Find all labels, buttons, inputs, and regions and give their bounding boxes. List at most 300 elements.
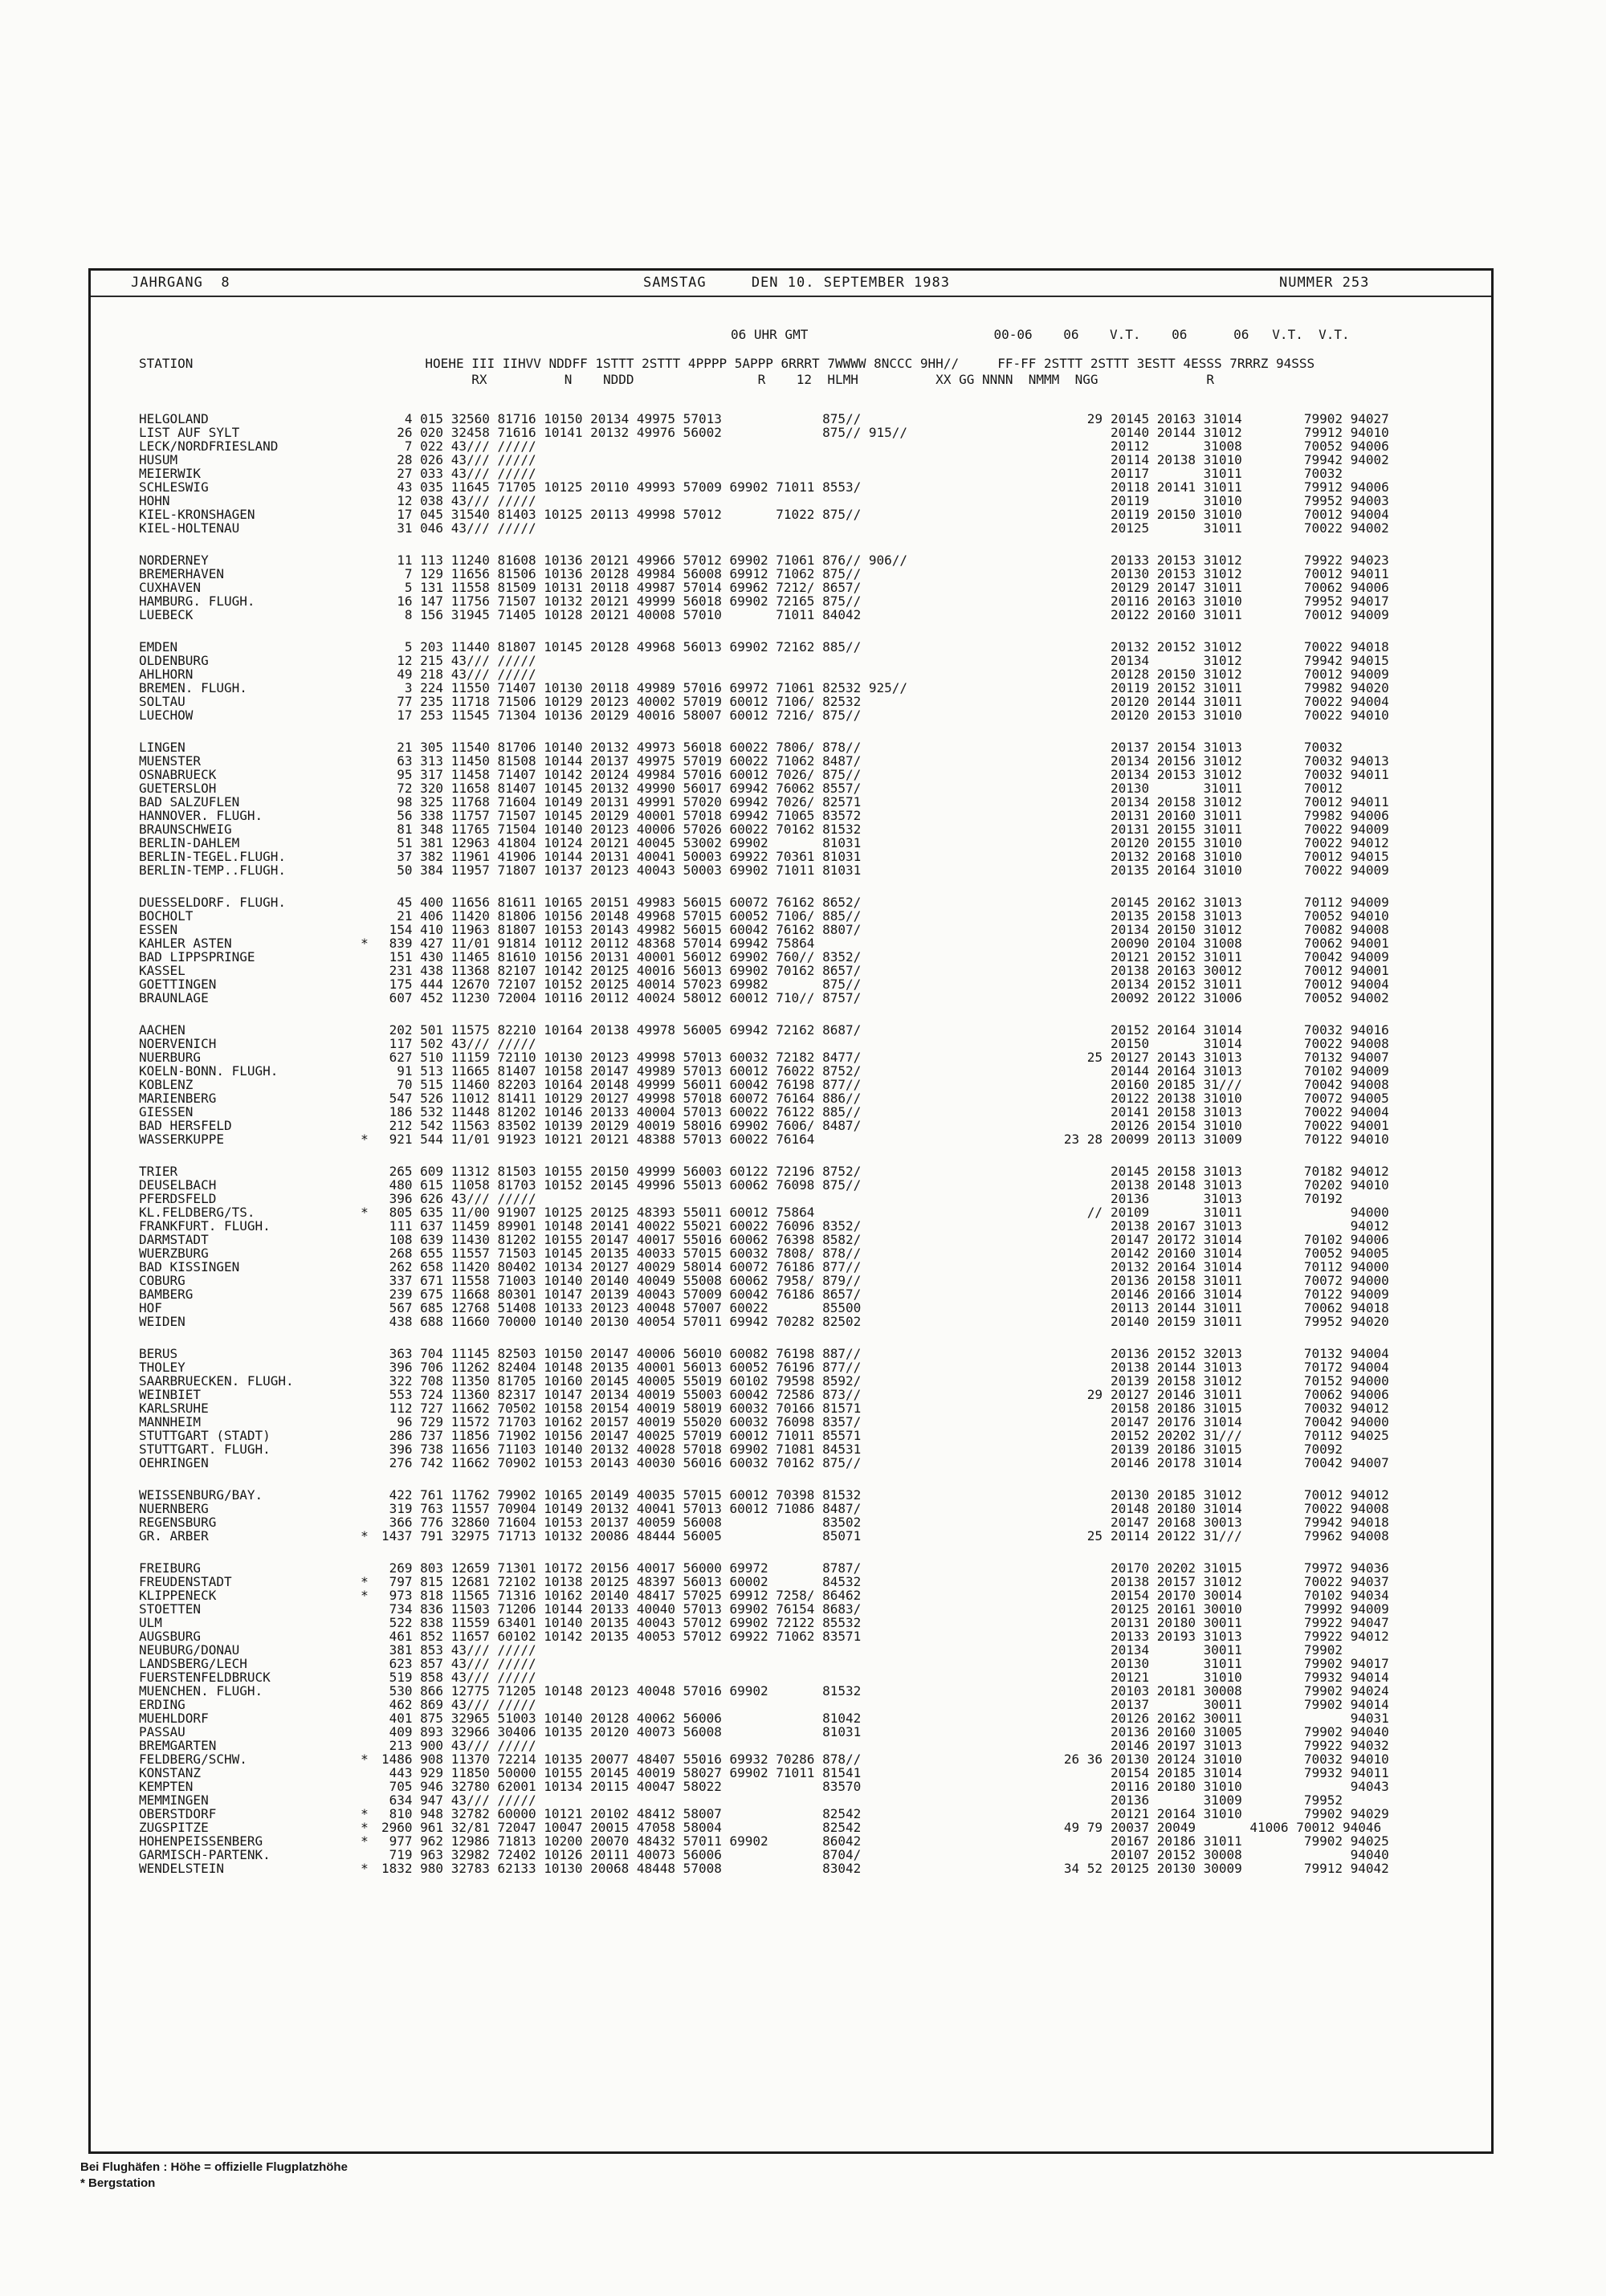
table-row xyxy=(91,1037,1491,1050)
table-row xyxy=(91,1274,1491,1287)
extreme-values: 20136 20152 32013 70132 94004 xyxy=(1111,1346,1389,1361)
wind-gust-values: // xyxy=(1086,1205,1103,1220)
extreme-values: 20136 31009 79952 xyxy=(1111,1792,1343,1808)
extreme-values: 20158 20186 31015 70032 94012 xyxy=(1111,1401,1389,1416)
report-date: SAMSTAG DEN 10. SEPTEMBER 1983 xyxy=(643,275,950,291)
station-name: DUESSELDORF. FLUGH. xyxy=(139,895,287,910)
table-row xyxy=(91,1684,1491,1698)
observation-values: 396 626 43/// ///// xyxy=(381,1191,536,1206)
table-row xyxy=(91,822,1491,836)
table-row xyxy=(91,594,1491,608)
station-name: FELDBERG/SCHW. xyxy=(139,1752,247,1767)
observation-values: 17 045 31540 81403 10125 20113 49998 57012 71022 875// xyxy=(381,507,862,522)
extreme-values: 20113 20144 31011 70062 94018 xyxy=(1111,1300,1389,1315)
station-name: WENDELSTEIN xyxy=(139,1861,224,1876)
extreme-values: 20130 20153 31012 70012 94011 xyxy=(1111,566,1389,581)
table-row xyxy=(91,1178,1491,1192)
station-name: KAHLER ASTEN xyxy=(139,936,232,951)
jahrgang-label: JAHRGANG 8 xyxy=(131,275,230,291)
observation-values: 719 963 32982 72402 10126 20111 40073 56006 8704/ xyxy=(381,1847,862,1862)
extreme-values: 20092 20122 31006 70052 94002 xyxy=(1111,990,1389,1005)
extreme-values: 20114 20122 31/// 79962 94008 xyxy=(1111,1528,1389,1544)
table-row xyxy=(91,836,1491,850)
observation-values: 973 818 11565 71316 10162 20140 48417 57025 69912 7258/ 86462 xyxy=(381,1588,862,1603)
table-row xyxy=(91,1698,1491,1711)
table-row xyxy=(91,467,1491,480)
extreme-values: 20136 31013 70192 xyxy=(1111,1191,1343,1206)
table-row xyxy=(91,1862,1491,1875)
station-name: SOLTAU xyxy=(139,694,185,709)
column-header-line2: STATION HOEHE III IIHVV NDDFF 1STTT 2STTT 4PPPP 5APPP 6RRRT 7WWWW 8NCCC 9HH// FF-FF 2STTT 2STTT 3ESTT 4ESSS 7RRRZ 94SSS xyxy=(139,356,1315,371)
observation-values: 231 438 11368 82107 10142 20125 40016 56013 69902 70162 8657/ xyxy=(381,963,862,978)
table-row xyxy=(91,1192,1491,1205)
station-name: EMDEN xyxy=(139,639,178,655)
observation-values: 268 655 11557 71503 10145 20135 40033 57015 60032 7808/ 878// xyxy=(381,1246,862,1261)
extreme-values: 20138 20148 31013 70202 94010 xyxy=(1111,1177,1389,1193)
observation-values: 522 838 11559 63401 10140 20135 40043 57012 69902 72122 85532 xyxy=(381,1615,862,1630)
extreme-values: 20139 20186 31015 70092 xyxy=(1111,1442,1343,1457)
mountain-station-mark: * xyxy=(361,1806,369,1821)
observation-values: 108 639 11430 81202 10155 20147 40017 55016 60062 76398 8582/ xyxy=(381,1232,862,1247)
table-row xyxy=(91,1260,1491,1274)
extreme-values: 20103 20181 30008 79902 94024 xyxy=(1111,1683,1389,1699)
observation-values: 409 893 32966 30406 10135 20120 40073 56008 81031 xyxy=(381,1724,862,1739)
extreme-values: 20138 20144 31013 70172 94004 xyxy=(1111,1360,1389,1375)
station-name: KL.FELDBERG/TS. xyxy=(139,1205,255,1220)
mountain-station-mark: * xyxy=(361,1588,369,1603)
table-row xyxy=(91,1780,1491,1793)
extreme-values: 20131 20155 31011 70022 94009 xyxy=(1111,822,1389,837)
station-name: LUEBECK xyxy=(139,607,194,622)
observation-values: 239 675 11668 80301 10147 20139 40043 57009 60042 76186 8657/ xyxy=(381,1287,862,1302)
wind-gust-values: 49 79 xyxy=(1063,1820,1103,1835)
observation-values: 213 900 43/// ///// xyxy=(381,1738,536,1753)
observation-values: 519 858 43/// ///// xyxy=(381,1670,536,1685)
observation-values: 366 776 32860 71604 10153 20137 40059 56008 83502 xyxy=(381,1515,862,1530)
table-row xyxy=(91,1588,1491,1602)
station-name: BAMBERG xyxy=(139,1287,194,1302)
station-name: NUERBURG xyxy=(139,1050,202,1065)
observation-values: 12 038 43/// ///// xyxy=(381,493,536,508)
extreme-values: 20120 20144 31011 70022 94004 xyxy=(1111,694,1389,709)
extreme-values: 20142 20160 31014 70052 94005 xyxy=(1111,1246,1389,1261)
station-name: NORDERNEY xyxy=(139,553,209,568)
extreme-values: 20128 20150 31012 70012 94009 xyxy=(1111,667,1389,682)
station-name: FREUDENSTADT xyxy=(139,1574,232,1589)
observation-values: 151 430 11465 81610 10156 20131 40001 56012 69902 760// 8352/ xyxy=(381,949,862,964)
extreme-values: 20129 20147 31011 70062 94006 xyxy=(1111,580,1389,595)
mountain-station-mark: * xyxy=(361,1861,369,1876)
table-row xyxy=(91,1515,1491,1529)
observation-values: 212 542 11563 83502 10139 20129 40019 58016 69902 7606/ 8487/ xyxy=(381,1118,862,1133)
extreme-values: 20117 31011 70032 xyxy=(1111,466,1343,481)
observation-values: 322 708 11350 81705 10160 20145 40005 55019 60102 79598 8592/ xyxy=(381,1373,862,1389)
station-name: HELGOLAND xyxy=(139,411,209,426)
observation-values: 265 609 11312 81503 10155 20150 49999 56003 60122 72196 8752/ xyxy=(381,1164,862,1179)
table-row xyxy=(91,494,1491,508)
table-row xyxy=(91,667,1491,681)
table-row xyxy=(91,1807,1491,1821)
observation-values: 26 020 32458 71616 10141 20132 49976 56002 875// 915// xyxy=(381,425,908,440)
table-row xyxy=(91,1360,1491,1374)
observation-values: 154 410 11963 81807 10153 20143 49982 56015 60042 76162 8807/ xyxy=(381,922,862,937)
table-row xyxy=(91,1233,1491,1246)
observation-values: 112 727 11662 70502 10158 20154 40019 58019 60032 70166 81571 xyxy=(381,1401,862,1416)
extreme-values: 20133 20153 31012 79922 94023 xyxy=(1111,553,1389,568)
group-separator xyxy=(91,722,1491,740)
extreme-values: 20120 20153 31010 70022 94010 xyxy=(1111,708,1389,723)
station-name: KLIPPENECK xyxy=(139,1588,217,1603)
station-name: GARMISCH-PARTENK. xyxy=(139,1847,271,1862)
wind-gust-values: 25 xyxy=(1086,1050,1103,1065)
station-name: BERLIN-TEMP..FLUGH. xyxy=(139,863,287,878)
station-name: BERUS xyxy=(139,1346,178,1361)
observation-values: 363 704 11145 82503 10150 20147 40006 56010 60082 76198 887// xyxy=(381,1346,862,1361)
station-name: KIEL-HOLTENAU xyxy=(139,520,240,536)
extreme-values: 20160 20185 31/// 70042 94008 xyxy=(1111,1077,1389,1092)
extreme-values: 20125 20161 30010 79992 94009 xyxy=(1111,1601,1389,1617)
observation-values: 623 857 43/// ///// xyxy=(381,1656,536,1671)
observation-values: 401 875 32965 51003 10140 20128 40062 56006 81042 xyxy=(381,1711,862,1726)
extreme-values: 20134 20158 31012 70012 94011 xyxy=(1111,794,1389,810)
extreme-values: 20144 20164 31013 70102 94009 xyxy=(1111,1063,1389,1079)
observation-values: 21 406 11420 81806 10156 20148 49968 57015 60052 7106/ 885// xyxy=(381,908,862,924)
table-row xyxy=(91,412,1491,426)
station-name: WEIDEN xyxy=(139,1314,185,1329)
station-name: COBURG xyxy=(139,1273,185,1288)
extreme-values: 20134 20153 31012 70032 94011 xyxy=(1111,767,1389,782)
observation-values: 4 015 32560 81716 10150 20134 49975 57013 875// xyxy=(381,411,862,426)
mountain-station-mark: * xyxy=(361,1574,369,1589)
group-separator xyxy=(91,535,1491,553)
table-row xyxy=(91,1374,1491,1388)
observation-values: 27 033 43/// ///// xyxy=(381,466,536,481)
table-row xyxy=(91,950,1491,964)
station-table xyxy=(91,412,1491,1875)
table-row xyxy=(91,1488,1491,1502)
column-headers xyxy=(91,327,1491,415)
extreme-values: 20132 20164 31014 70112 94000 xyxy=(1111,1259,1389,1274)
table-row xyxy=(91,1766,1491,1780)
table-row xyxy=(91,795,1491,809)
observation-values: 17 253 11545 71304 10136 20129 40016 58007 60012 7216/ 875// xyxy=(381,708,862,723)
observation-values: 567 685 12768 51408 10133 20123 40048 57007 60022 85500 xyxy=(381,1300,862,1315)
observation-values: 462 869 43/// ///// xyxy=(381,1697,536,1712)
extreme-values: 20145 20163 31014 79902 94027 xyxy=(1111,411,1389,426)
observation-values: 63 313 11450 81508 10144 20137 49975 57019 60022 71062 8487/ xyxy=(381,753,862,769)
table-row xyxy=(91,1023,1491,1037)
station-name: BERLIN-DAHLEM xyxy=(139,835,240,850)
table-row xyxy=(91,1287,1491,1301)
mountain-station-mark: * xyxy=(361,1132,369,1147)
observation-values: 627 510 11159 72110 10130 20123 49998 57013 60032 72182 8477/ xyxy=(381,1050,862,1065)
station-name: PASSAU xyxy=(139,1724,185,1739)
table-row xyxy=(91,740,1491,754)
extreme-values: 20150 31014 70022 94008 xyxy=(1111,1036,1389,1051)
table-row xyxy=(91,1205,1491,1219)
extreme-values: 20131 20160 31011 79982 94006 xyxy=(1111,808,1389,823)
group-separator xyxy=(91,877,1491,895)
table-row xyxy=(91,977,1491,991)
extreme-values: 20146 20166 31014 70122 94009 xyxy=(1111,1287,1389,1302)
extreme-values: 20116 20163 31010 79952 94017 xyxy=(1111,593,1389,609)
station-name: TRIER xyxy=(139,1164,178,1179)
table-row xyxy=(91,895,1491,909)
table-row xyxy=(91,508,1491,521)
observation-values: 81 348 11765 71504 10140 20123 40006 57026 60022 70162 81532 xyxy=(381,822,862,837)
station-name: WASSERKUPPE xyxy=(139,1132,224,1147)
extreme-values: 20121 31010 79932 94014 xyxy=(1111,1670,1389,1685)
extreme-values: 20037 20049 41006 70012 94046 xyxy=(1111,1820,1382,1835)
observation-values: 8 156 31945 71405 10128 20121 40008 57010 71011 84042 xyxy=(381,607,862,622)
observation-values: 5 131 11558 81509 10131 20118 49987 57014 69962 7212/ 8657/ xyxy=(381,580,862,595)
extreme-values: 20119 20150 31010 70012 94004 xyxy=(1111,507,1389,522)
table-row xyxy=(91,1078,1491,1091)
table-row xyxy=(91,1739,1491,1752)
extreme-values: 20131 20180 30011 79922 94047 xyxy=(1111,1615,1389,1630)
station-name: NUERNBERG xyxy=(139,1501,209,1516)
table-row xyxy=(91,708,1491,722)
table-row xyxy=(91,1219,1491,1233)
observation-values: 21 305 11540 81706 10140 20132 49973 56018 60022 7806/ 878// xyxy=(381,740,862,755)
station-name: WEINBIET xyxy=(139,1387,202,1402)
table-row xyxy=(91,1315,1491,1328)
station-name: DARMSTADT xyxy=(139,1232,209,1247)
observation-values: 530 866 12775 71205 10148 20123 40048 57016 69902 81532 xyxy=(381,1683,862,1699)
extreme-values: 20154 20185 31014 79932 94011 xyxy=(1111,1765,1389,1780)
observation-values: 262 658 11420 80402 10134 20127 40029 58014 60072 76186 877// xyxy=(381,1259,862,1274)
station-name: LINGEN xyxy=(139,740,185,755)
station-name: THOLEY xyxy=(139,1360,185,1375)
extreme-values: 20127 20146 31011 70062 94006 xyxy=(1111,1387,1389,1402)
extreme-values: 20138 20163 30012 70012 94001 xyxy=(1111,963,1389,978)
extreme-values: 20134 20150 31012 70082 94008 xyxy=(1111,922,1389,937)
observation-values: 977 962 12986 71813 10200 20070 48432 57011 69902 86042 xyxy=(381,1833,862,1849)
wind-gust-values: 26 36 xyxy=(1063,1752,1103,1767)
mountain-station-mark: * xyxy=(361,1205,369,1220)
station-name: HANNOVER. FLUGH. xyxy=(139,808,263,823)
extreme-values: 20126 20162 30011 94031 xyxy=(1111,1711,1389,1726)
extreme-values: 20132 20168 31010 70012 94015 xyxy=(1111,849,1389,864)
table-row xyxy=(91,909,1491,923)
extreme-values: 20114 20138 31010 79942 94002 xyxy=(1111,452,1389,467)
extreme-values: 20135 20164 31010 70022 94009 xyxy=(1111,863,1389,878)
extreme-values: 20140 20159 31011 79952 94020 xyxy=(1111,1314,1389,1329)
station-name: GUETERSLOH xyxy=(139,781,217,796)
station-name: FRANKFURT. FLUGH. xyxy=(139,1218,271,1234)
station-name: REGENSBURG xyxy=(139,1515,217,1530)
station-name: BOCHOLT xyxy=(139,908,194,924)
extreme-values: 20118 20141 31011 79912 94006 xyxy=(1111,479,1389,495)
observation-values: 5 203 11440 81807 10145 20128 49968 56013 69902 72162 885// xyxy=(381,639,862,655)
station-name: BRAUNSCHWEIG xyxy=(139,822,232,837)
station-name: KOBLENZ xyxy=(139,1077,194,1092)
extreme-values: 20134 31012 79942 94015 xyxy=(1111,653,1389,668)
table-row xyxy=(91,1725,1491,1739)
extreme-values: 20134 20152 31011 70012 94004 xyxy=(1111,977,1389,992)
observation-values: 37 382 11961 41906 10144 20131 40041 50003 69922 70361 81031 xyxy=(381,849,862,864)
extreme-values: 20107 20152 30008 94040 xyxy=(1111,1847,1389,1862)
observation-values: 56 338 11757 71507 10145 20129 40001 57018 69942 71065 83572 xyxy=(381,808,862,823)
station-name: KOELN-BONN. FLUGH. xyxy=(139,1063,279,1079)
station-name: BREMEN. FLUGH. xyxy=(139,680,247,695)
table-row xyxy=(91,1602,1491,1616)
table-row xyxy=(91,426,1491,439)
table-row xyxy=(91,1643,1491,1657)
station-name: STUTTGART. FLUGH. xyxy=(139,1442,271,1457)
report-header xyxy=(91,275,1491,297)
table-row xyxy=(91,1091,1491,1105)
table-row xyxy=(91,1442,1491,1456)
observation-values: 553 724 11360 82317 10147 20134 40019 55003 60042 72586 873// xyxy=(381,1387,862,1402)
observation-values: 28 026 43/// ///// xyxy=(381,452,536,467)
station-name: HUSUM xyxy=(139,452,178,467)
station-name: STOETTEN xyxy=(139,1601,202,1617)
observation-values: 705 946 32780 62001 10134 20115 40047 58022 83570 xyxy=(381,1779,862,1794)
extreme-values: 20167 20186 31011 79902 94025 xyxy=(1111,1833,1389,1849)
extreme-values: 20121 20164 31010 79902 94029 xyxy=(1111,1806,1389,1821)
observation-values: 96 729 11572 71703 10162 20157 40019 55020 60032 76098 8357/ xyxy=(381,1414,862,1429)
extreme-values: 20140 20144 31012 79912 94010 xyxy=(1111,425,1389,440)
observation-values: 337 671 11558 71003 10140 20140 40049 55008 60062 7958/ 879// xyxy=(381,1273,862,1288)
observation-values: 396 738 11656 71103 10140 20132 40028 57018 69902 71081 84531 xyxy=(381,1442,862,1457)
station-name: LUECHOW xyxy=(139,708,194,723)
station-name: FUERSTENFELDBRUCK xyxy=(139,1670,271,1685)
observation-values: 111 637 11459 89901 10148 20141 40022 55021 60022 76096 8352/ xyxy=(381,1218,862,1234)
extreme-values: 20130 31011 79902 94017 xyxy=(1111,1656,1389,1671)
table-row xyxy=(91,781,1491,795)
observation-values: 1437 791 32975 71713 10132 20086 48444 56005 85071 xyxy=(381,1528,862,1544)
extreme-values: 20121 20152 31011 70042 94009 xyxy=(1111,949,1389,964)
table-row xyxy=(91,1752,1491,1766)
observation-values: 797 815 12681 72102 10138 20125 48397 56013 60002 84532 xyxy=(381,1574,862,1589)
station-name: MUENSTER xyxy=(139,753,202,769)
extreme-values: 20130 20124 31010 70032 94010 xyxy=(1111,1752,1389,1767)
observation-values: 77 235 11718 71506 10129 20123 40002 57019 60012 7106/ 82532 xyxy=(381,694,862,709)
table-row xyxy=(91,754,1491,768)
extreme-values: 20122 20138 31010 70072 94005 xyxy=(1111,1091,1389,1106)
observation-values: 43 035 11645 71705 10125 20110 49993 57009 69902 71011 8553/ xyxy=(381,479,862,495)
observation-values: 175 444 12670 72107 10152 20125 40014 57023 69982 875// xyxy=(381,977,862,992)
station-name: BREMERHAVEN xyxy=(139,566,224,581)
station-name: KARLSRUHE xyxy=(139,1401,209,1416)
extreme-values: 20133 20193 31013 79922 94012 xyxy=(1111,1629,1389,1644)
mountain-station-mark: * xyxy=(361,1820,369,1835)
extreme-values: 20148 20180 31014 70022 94008 xyxy=(1111,1501,1389,1516)
station-name: OBERSTDORF xyxy=(139,1806,217,1821)
observation-values: 98 325 11768 71604 10149 20131 49991 57020 69942 7026/ 82571 xyxy=(381,794,862,810)
station-name: LECK/NORDFRIESLAND xyxy=(139,438,279,454)
observation-values: 921 544 11/01 91923 10121 20121 48388 57013 60022 76164 xyxy=(381,1132,815,1147)
extreme-values: 20136 20158 31011 70072 94000 xyxy=(1111,1273,1389,1288)
station-name: HOF xyxy=(139,1300,162,1315)
table-row xyxy=(91,439,1491,453)
table-row xyxy=(91,936,1491,950)
observation-values: 12 215 43/// ///// xyxy=(381,653,536,668)
observation-values: 1832 980 32783 62133 10130 20068 48448 57008 83042 xyxy=(381,1861,862,1876)
table-row xyxy=(91,1105,1491,1119)
extreme-values: 20170 20202 31015 79972 94036 xyxy=(1111,1560,1389,1576)
table-row xyxy=(91,1401,1491,1415)
extreme-values: 20135 20158 31013 70052 94010 xyxy=(1111,908,1389,924)
station-name: BAD KISSINGEN xyxy=(139,1259,240,1274)
extreme-values: 20125 31011 70022 94002 xyxy=(1111,520,1389,536)
observation-values: 396 706 11262 82404 10148 20135 40001 56013 60052 76196 877// xyxy=(381,1360,862,1375)
extreme-values: 20090 20104 31008 70062 94001 xyxy=(1111,936,1389,951)
observation-values: 186 532 11448 81202 10146 20133 40004 57013 60022 76122 885// xyxy=(381,1104,862,1119)
observation-values: 438 688 11660 70000 10140 20130 40054 57011 69942 70282 82502 xyxy=(381,1314,862,1329)
extreme-values: 20154 20170 30014 70102 94034 xyxy=(1111,1588,1389,1603)
station-name: ULM xyxy=(139,1615,162,1630)
table-row xyxy=(91,1415,1491,1429)
table-row xyxy=(91,1132,1491,1146)
table-row xyxy=(91,681,1491,695)
observation-values: 547 526 11012 81411 10129 20127 49998 57018 60072 76164 886// xyxy=(381,1091,862,1106)
extreme-values: 20137 20154 31013 70032 xyxy=(1111,740,1343,755)
observation-values: 50 384 11957 71807 10137 20123 40043 50003 69902 71011 81031 xyxy=(381,863,862,878)
extreme-values: 20152 20164 31014 70032 94016 xyxy=(1111,1022,1389,1038)
observation-values: 422 761 11762 79902 10165 20149 40035 57015 60012 70398 81532 xyxy=(381,1487,862,1503)
table-row xyxy=(91,1616,1491,1629)
extreme-values: 20119 20152 31011 79982 94020 xyxy=(1111,680,1389,695)
table-row xyxy=(91,1561,1491,1575)
station-name: ERDING xyxy=(139,1697,185,1712)
observation-values: 7 129 11656 81506 10136 20128 49984 56008 69912 71062 875// xyxy=(381,566,862,581)
group-separator xyxy=(91,1470,1491,1488)
observation-values: 7 022 43/// ///// xyxy=(381,438,536,454)
wind-gust-values: 29 xyxy=(1086,1387,1103,1402)
extreme-values: 20130 31011 70012 xyxy=(1111,781,1343,796)
extreme-values: 20109 31011 94000 xyxy=(1111,1205,1389,1220)
station-name: MANNHEIM xyxy=(139,1414,202,1429)
observation-values: 31 046 43/// ///// xyxy=(381,520,536,536)
column-header-line1: 06 UHR GMT 00-06 06 V.T. 06 06 V.T. V.T. xyxy=(731,327,1350,342)
station-name: DEUSELBACH xyxy=(139,1177,217,1193)
observation-values: 269 803 12659 71301 10172 20156 40017 56000 69972 8787/ xyxy=(381,1560,862,1576)
station-name: BAD HERSFELD xyxy=(139,1118,232,1133)
table-row xyxy=(91,964,1491,977)
extreme-values: 20146 20178 31014 70042 94007 xyxy=(1111,1455,1389,1470)
table-row xyxy=(91,567,1491,581)
observation-values: 1486 908 11370 72214 10135 20077 48407 55016 69932 70286 878// xyxy=(381,1752,862,1767)
wind-gust-values: 25 xyxy=(1086,1528,1103,1544)
station-name: HOHN xyxy=(139,493,170,508)
footnote-airport-height: Bei Flughäfen : Höhe = offizielle Flugplatzhöhe xyxy=(80,2160,348,2174)
station-name: GOETTINGEN xyxy=(139,977,217,992)
table-row xyxy=(91,991,1491,1005)
extreme-values: 20139 20158 31012 70152 94000 xyxy=(1111,1373,1389,1389)
mountain-station-mark: * xyxy=(361,1833,369,1849)
extreme-values: 20130 20185 31012 70012 94012 xyxy=(1111,1487,1389,1503)
table-row xyxy=(91,923,1491,936)
observation-values: 839 427 11/01 91814 10112 20112 48368 57014 69942 75864 xyxy=(381,936,815,951)
mountain-station-mark: * xyxy=(361,936,369,951)
extreme-values: 20136 20160 31005 79902 94040 xyxy=(1111,1724,1389,1739)
observation-values: 2960 961 32/81 72047 10047 20015 47058 58004 82542 xyxy=(381,1820,862,1835)
observation-values: 276 742 11662 70902 10153 20143 40030 56016 60032 70162 875// xyxy=(381,1455,862,1470)
table-row xyxy=(91,1711,1491,1725)
extreme-values: 20138 20157 31012 70022 94037 xyxy=(1111,1574,1389,1589)
extreme-values: 20116 20180 31010 94043 xyxy=(1111,1779,1389,1794)
station-name: WEISSENBURG/BAY. xyxy=(139,1487,263,1503)
table-row xyxy=(91,1119,1491,1132)
table-row xyxy=(91,1164,1491,1178)
table-row xyxy=(91,695,1491,708)
observation-values: 805 635 11/00 91907 10125 20125 48393 55011 60012 75864 xyxy=(381,1205,815,1220)
table-row xyxy=(91,581,1491,594)
table-row xyxy=(91,850,1491,863)
extreme-values: 20125 20130 30009 79912 94042 xyxy=(1111,1861,1389,1876)
